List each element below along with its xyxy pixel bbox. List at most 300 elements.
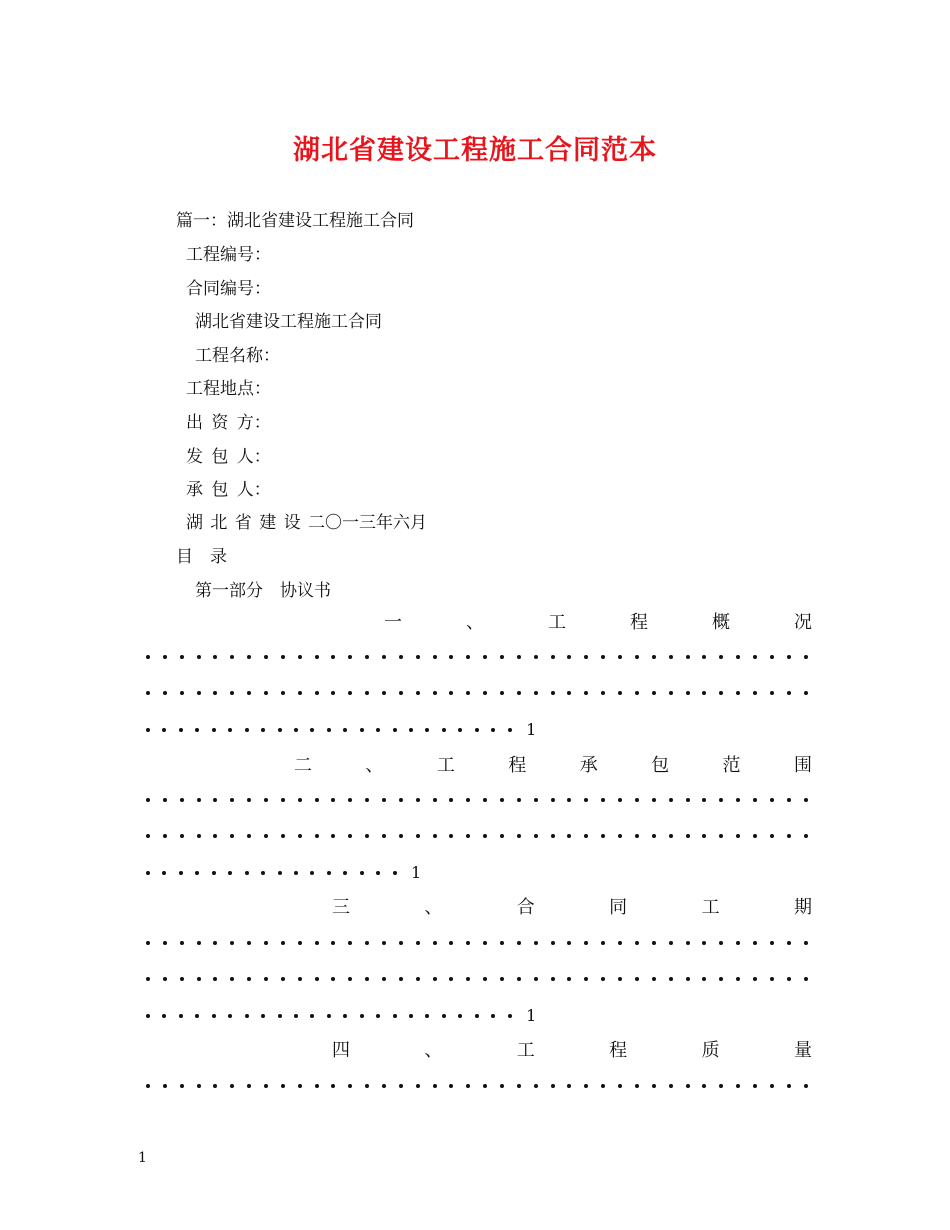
leader-dot (315, 655, 319, 659)
leader-dot (146, 798, 150, 802)
leader-dot (787, 941, 791, 945)
leader-dot (327, 871, 331, 875)
leader-dot (399, 655, 403, 659)
leader-dot (197, 691, 201, 695)
leader-dot (719, 1084, 723, 1088)
leader-dot (433, 941, 437, 945)
leader-dot (669, 655, 673, 659)
leader-dot (500, 691, 504, 695)
leader-dot (618, 834, 622, 838)
leader-dot (736, 655, 740, 659)
leader-dot (399, 941, 403, 945)
leader-dot (247, 834, 251, 838)
toc-entry-2-title: 二 、 工 程 承 包 范 围 (294, 755, 812, 776)
leader-dot (719, 691, 723, 695)
leader-dot (179, 728, 183, 732)
leader-dot (213, 941, 217, 945)
leader-dot (348, 941, 352, 945)
leader-dot (247, 798, 251, 802)
leader-dot (584, 1084, 588, 1088)
toc-leader-dots (146, 863, 808, 883)
leader-dot (567, 977, 571, 981)
leader-dot (551, 655, 555, 659)
leader-dot (601, 691, 605, 695)
leader-dot (425, 728, 429, 732)
leader-dot (180, 977, 184, 981)
leader-dot (179, 1014, 183, 1018)
leader-dot (449, 834, 453, 838)
leader-dot (230, 941, 234, 945)
leader-dot (382, 941, 386, 945)
leader-dot (500, 798, 504, 802)
leader-dot (228, 871, 232, 875)
leader-dot (195, 728, 199, 732)
document-title: 湖北省建设工程施工合同范本 (293, 135, 657, 166)
leader-dot (382, 977, 386, 981)
leader-dot (736, 798, 740, 802)
employer-label: 发 包 人： (186, 447, 271, 467)
leader-dot (652, 977, 656, 981)
leader-dot (310, 1014, 314, 1018)
leader-dot (770, 1084, 774, 1088)
leader-dot (343, 1014, 347, 1018)
leader-dot (399, 798, 403, 802)
leader-dot (382, 655, 386, 659)
leader-dot (382, 691, 386, 695)
leader-dot (278, 728, 282, 732)
leader-dot (146, 871, 150, 875)
leader-dot (601, 977, 605, 981)
leader-dot (466, 691, 470, 695)
leader-dot (376, 871, 380, 875)
leader-dot (162, 871, 166, 875)
toc-entry-3-title: 三 、 合 同 工 期 (332, 897, 812, 918)
leader-dot (247, 977, 251, 981)
leader-dot (618, 655, 622, 659)
leader-dot (534, 691, 538, 695)
leader-dot (264, 834, 268, 838)
leader-dot (534, 977, 538, 981)
leader-dot (804, 941, 808, 945)
project-name-label: 工程名称： (195, 346, 280, 366)
leader-dot (787, 1084, 791, 1088)
leader-dot (702, 834, 706, 838)
leader-dot (146, 977, 150, 981)
leader-dot (281, 941, 285, 945)
leader-dot (686, 691, 690, 695)
leader-dot (567, 691, 571, 695)
leader-dot (787, 834, 791, 838)
leader-dot (483, 941, 487, 945)
leader-dot (230, 655, 234, 659)
leader-dot (331, 941, 335, 945)
leader-dot (228, 728, 232, 732)
leader-dot (264, 798, 268, 802)
project-number-label: 工程编号： (186, 245, 271, 265)
leader-dot (652, 1084, 656, 1088)
leader-dot (315, 1084, 319, 1088)
leader-dot (567, 941, 571, 945)
leader-dot (348, 977, 352, 981)
leader-dot (601, 941, 605, 945)
leader-dot (584, 798, 588, 802)
leader-dot (376, 1014, 380, 1018)
leader-dot (804, 655, 808, 659)
leader-dot (315, 798, 319, 802)
leader-dot (230, 1084, 234, 1088)
leader-dot (669, 834, 673, 838)
leader-dot (212, 728, 216, 732)
leader-dot (736, 977, 740, 981)
leader-dot (331, 977, 335, 981)
leader-dot (753, 941, 757, 945)
leader-dot (551, 977, 555, 981)
leader-dot (669, 1084, 673, 1088)
leader-dot (601, 1084, 605, 1088)
leader-dot (197, 977, 201, 981)
leader-dot (686, 1084, 690, 1088)
leader-dot (433, 834, 437, 838)
leader-dot (146, 1014, 150, 1018)
leader-dot (197, 941, 201, 945)
leader-dot (162, 728, 166, 732)
leader-dot (245, 728, 249, 732)
leader-dot (180, 834, 184, 838)
leader-dot (298, 977, 302, 981)
leader-dot (261, 1014, 265, 1018)
leader-dot (180, 691, 184, 695)
leader-dot (365, 1084, 369, 1088)
leader-dot (702, 655, 706, 659)
leader-dot (195, 1014, 199, 1018)
leader-dot (180, 655, 184, 659)
leader-dot (213, 834, 217, 838)
leader-dot (163, 1084, 167, 1088)
leader-dot (686, 655, 690, 659)
leader-dot (517, 1084, 521, 1088)
leader-dot (247, 941, 251, 945)
leader-dot (458, 728, 462, 732)
leader-dot (770, 941, 774, 945)
issuer-and-date: 湖 北 省 建 设 二〇一三年六月 (186, 513, 428, 533)
leader-dot (719, 655, 723, 659)
leader-dot (247, 1084, 251, 1088)
leader-dot (442, 728, 446, 732)
leader-dot (433, 691, 437, 695)
leader-dot (213, 691, 217, 695)
leader-dot (247, 691, 251, 695)
leader-dot (635, 798, 639, 802)
leader-dot (416, 1084, 420, 1088)
leader-dot (180, 941, 184, 945)
leader-dot (409, 728, 413, 732)
leader-dot (281, 977, 285, 981)
leader-dot (228, 1014, 232, 1018)
leader-dot (197, 1084, 201, 1088)
leader-dot (702, 798, 706, 802)
leader-dot (360, 871, 364, 875)
leader-dot (508, 728, 512, 732)
leader-dot (213, 655, 217, 659)
leader-dot (281, 691, 285, 695)
investor-label: 出 资 方： (186, 413, 271, 433)
leader-dot (230, 977, 234, 981)
leader-dot (601, 655, 605, 659)
toc-entry-4-title: 四 、 工 程 质 量 (332, 1040, 812, 1061)
leader-dot (635, 691, 639, 695)
toc-leader-dots (146, 790, 808, 810)
leader-dot (245, 1014, 249, 1018)
leader-dot (618, 798, 622, 802)
leader-dot (230, 691, 234, 695)
leader-dot (298, 941, 302, 945)
leader-dot (567, 798, 571, 802)
leader-dot (360, 728, 364, 732)
leader-dot (197, 655, 201, 659)
leader-dot (298, 798, 302, 802)
toc-leader-dots (146, 683, 808, 703)
leader-dot (179, 871, 183, 875)
leader-dot (618, 977, 622, 981)
leader-dot (230, 798, 234, 802)
leader-dot (298, 1084, 302, 1088)
toc-leader-dots (146, 720, 808, 740)
leader-dot (508, 1014, 512, 1018)
leader-dot (753, 691, 757, 695)
leader-dot (517, 941, 521, 945)
leader-dot (601, 834, 605, 838)
leader-dot (162, 1014, 166, 1018)
leader-dot (146, 691, 150, 695)
leader-dot (500, 834, 504, 838)
leader-dot (416, 655, 420, 659)
leader-dot (635, 941, 639, 945)
leader-dot (294, 1014, 298, 1018)
leader-dot (534, 941, 538, 945)
leader-dot (534, 798, 538, 802)
contractor-label: 承 包 人： (186, 480, 271, 500)
leader-dot (753, 655, 757, 659)
leader-dot (719, 834, 723, 838)
leader-dot (393, 1014, 397, 1018)
leader-dot (315, 834, 319, 838)
leader-dot (433, 977, 437, 981)
leader-dot (298, 655, 302, 659)
leader-dot (534, 655, 538, 659)
leader-dot (281, 655, 285, 659)
leader-dot (146, 941, 150, 945)
toc-entry-1-title: 一 、 工 程 概 况 (384, 612, 812, 633)
leader-dot (348, 798, 352, 802)
leader-dot (804, 834, 808, 838)
leader-dot (310, 871, 314, 875)
leader-dot (500, 655, 504, 659)
leader-dot (261, 728, 265, 732)
leader-dot (146, 728, 150, 732)
leader-dot (787, 691, 791, 695)
leader-dot (264, 977, 268, 981)
leader-dot (180, 798, 184, 802)
leader-dot (804, 691, 808, 695)
toc-entry-1-page: 1 (526, 720, 537, 739)
leader-dot (567, 834, 571, 838)
leader-dot (517, 798, 521, 802)
leader-dot (449, 941, 453, 945)
leader-dot (212, 1014, 216, 1018)
leader-dot (551, 798, 555, 802)
leader-dot (652, 655, 656, 659)
leader-dot (163, 977, 167, 981)
leader-dot (787, 655, 791, 659)
leader-dot (475, 1014, 479, 1018)
leader-dot (618, 691, 622, 695)
leader-dot (195, 871, 199, 875)
leader-dot (348, 1084, 352, 1088)
leader-dot (719, 941, 723, 945)
leader-dot (163, 655, 167, 659)
leader-dot (433, 1084, 437, 1088)
leader-dot (281, 834, 285, 838)
leader-dot (278, 1014, 282, 1018)
leader-dot (433, 655, 437, 659)
leader-dot (517, 977, 521, 981)
toc-leader-dots (146, 933, 808, 953)
leader-dot (652, 691, 656, 695)
leader-dot (466, 834, 470, 838)
leader-dot (584, 941, 588, 945)
leader-dot (281, 798, 285, 802)
leader-dot (652, 798, 656, 802)
leader-dot (466, 798, 470, 802)
leader-dot (635, 1084, 639, 1088)
leader-dot (399, 977, 403, 981)
leader-dot (348, 834, 352, 838)
leader-dot (197, 798, 201, 802)
leader-dot (163, 941, 167, 945)
leader-dot (393, 871, 397, 875)
leader-dot (365, 977, 369, 981)
leader-dot (365, 691, 369, 695)
leader-dot (669, 977, 673, 981)
leader-dot (264, 941, 268, 945)
toc-heading: 目 录 (176, 547, 227, 567)
leader-dot (416, 834, 420, 838)
section-heading: 篇一：湖北省建设工程施工合同 (176, 211, 414, 231)
leader-dot (584, 834, 588, 838)
leader-dot (753, 1084, 757, 1088)
leader-dot (281, 1084, 285, 1088)
leader-dot (466, 977, 470, 981)
leader-dot (551, 1084, 555, 1088)
leader-dot (264, 1084, 268, 1088)
leader-dot (449, 798, 453, 802)
leader-dot (517, 655, 521, 659)
leader-dot (382, 834, 386, 838)
leader-dot (483, 655, 487, 659)
leader-dot (294, 871, 298, 875)
leader-dot (146, 834, 150, 838)
leader-dot (635, 834, 639, 838)
toc-leader-dots (146, 1006, 808, 1026)
leader-dot (416, 941, 420, 945)
leader-dot (804, 798, 808, 802)
leader-dot (449, 691, 453, 695)
leader-dot (635, 977, 639, 981)
leader-dot (702, 691, 706, 695)
leader-dot (584, 655, 588, 659)
leader-dot (376, 728, 380, 732)
leader-dot (466, 1084, 470, 1088)
leader-dot (652, 834, 656, 838)
leader-dot (652, 941, 656, 945)
leader-dot (245, 871, 249, 875)
leader-dot (702, 977, 706, 981)
leader-dot (500, 977, 504, 981)
leader-dot (686, 941, 690, 945)
leader-dot (567, 655, 571, 659)
leader-dot (294, 728, 298, 732)
leader-dot (517, 691, 521, 695)
leader-dot (331, 691, 335, 695)
leader-dot (433, 798, 437, 802)
leader-dot (770, 655, 774, 659)
leader-dot (584, 977, 588, 981)
toc-leader-dots (146, 826, 808, 846)
leader-dot (213, 977, 217, 981)
leader-dot (736, 941, 740, 945)
leader-dot (399, 691, 403, 695)
leader-dot (382, 1084, 386, 1088)
leader-dot (327, 1014, 331, 1018)
leader-dot (517, 834, 521, 838)
leader-dot (298, 691, 302, 695)
leader-dot (212, 871, 216, 875)
leader-dot (449, 977, 453, 981)
leader-dot (449, 655, 453, 659)
leader-dot (365, 655, 369, 659)
leader-dot (491, 1014, 495, 1018)
leader-dot (483, 834, 487, 838)
leader-dot (261, 871, 265, 875)
leader-dot (399, 1084, 403, 1088)
leader-dot (551, 834, 555, 838)
leader-dot (770, 977, 774, 981)
leader-dot (736, 834, 740, 838)
leader-dot (584, 691, 588, 695)
toc-entry-2-page: 1 (411, 863, 422, 882)
leader-dot (686, 834, 690, 838)
leader-dot (365, 941, 369, 945)
leader-dot (331, 834, 335, 838)
leader-dot (163, 798, 167, 802)
leader-dot (348, 691, 352, 695)
leader-dot (702, 1084, 706, 1088)
leader-dot (491, 728, 495, 732)
leader-dot (534, 1084, 538, 1088)
leader-dot (360, 1014, 364, 1018)
leader-dot (483, 798, 487, 802)
leader-dot (348, 655, 352, 659)
leader-dot (146, 655, 150, 659)
leader-dot (458, 1014, 462, 1018)
leader-dot (365, 834, 369, 838)
leader-dot (247, 655, 251, 659)
contract-number-label: 合同编号： (186, 279, 271, 299)
leader-dot (466, 655, 470, 659)
leader-dot (753, 798, 757, 802)
toc-entry-3-page: 1 (526, 1006, 537, 1025)
leader-dot (449, 1084, 453, 1088)
